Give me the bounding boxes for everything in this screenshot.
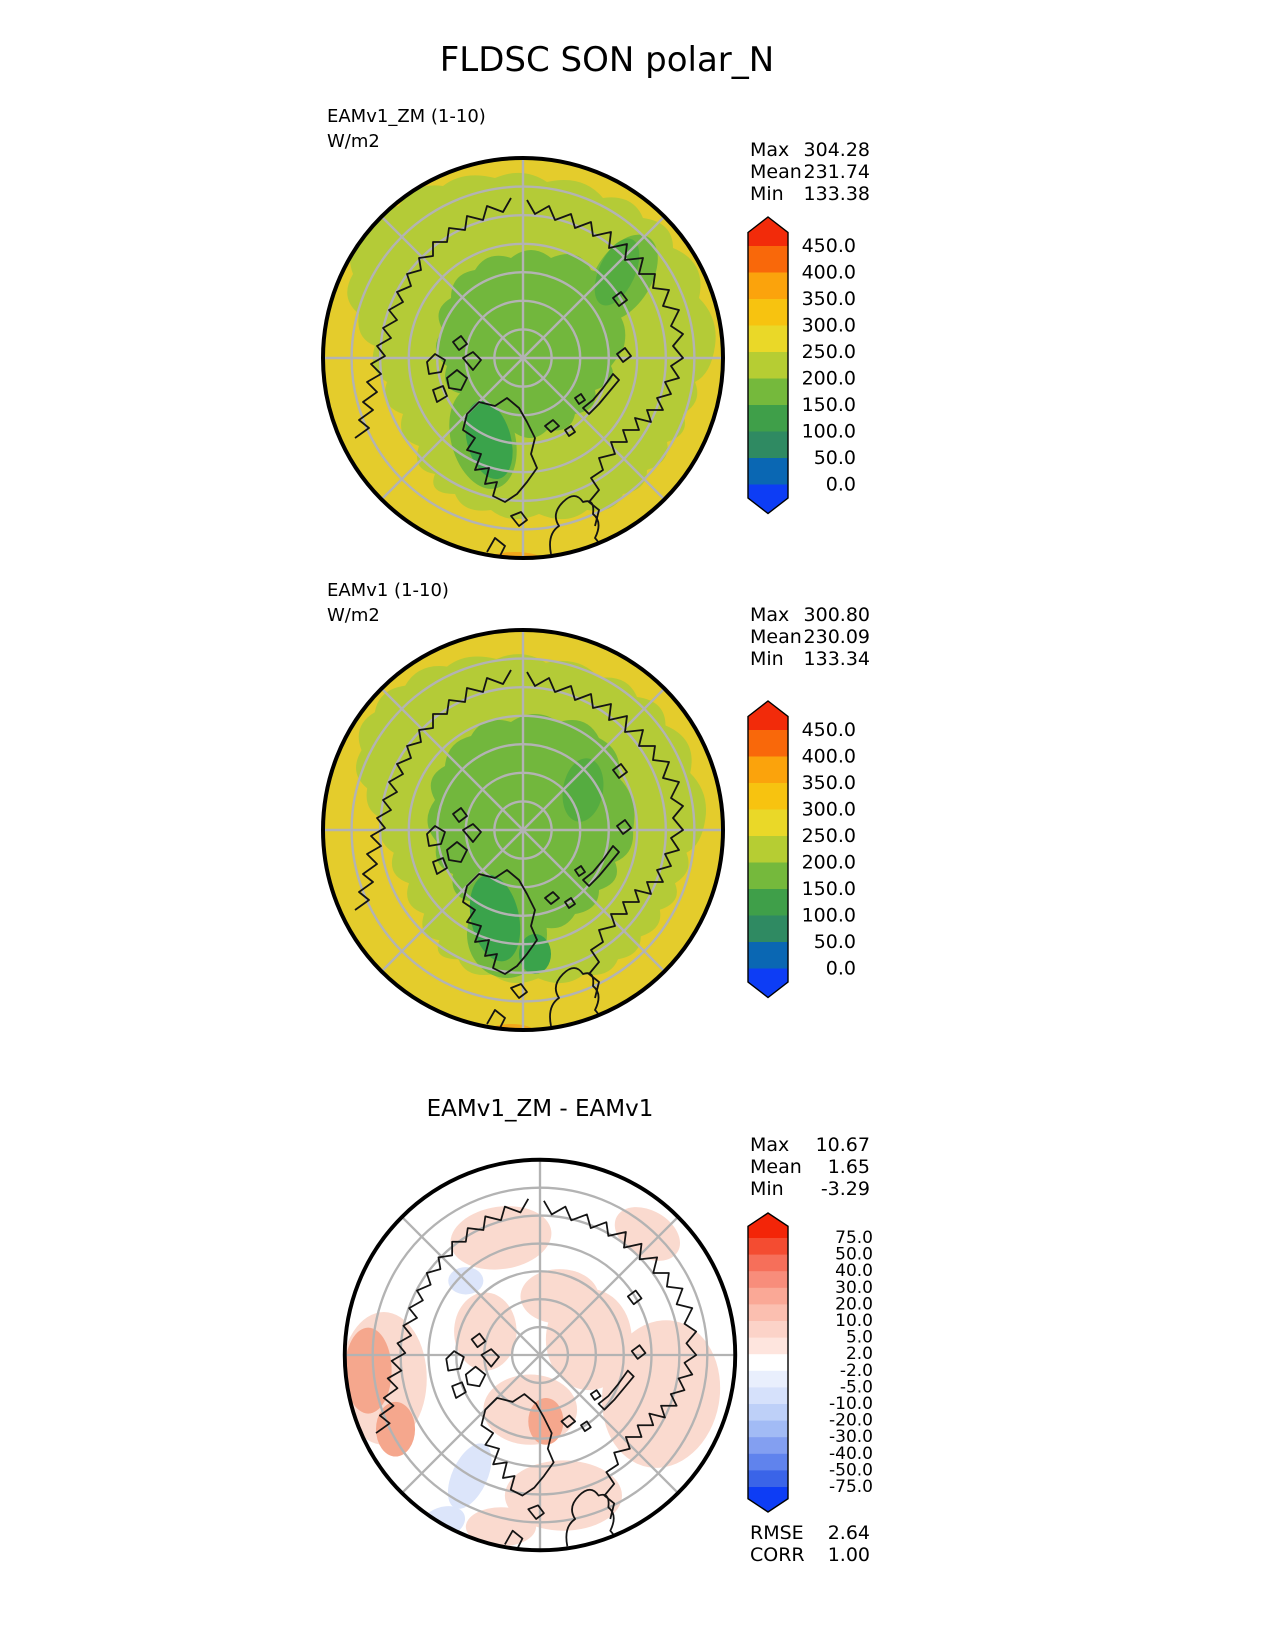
colorbar-band — [748, 1421, 788, 1438]
stat-min-value: 133.38 — [803, 183, 870, 205]
colorbar-band — [748, 1387, 788, 1404]
map-eamv1-zm — [313, 148, 733, 568]
colorbar-band — [748, 1238, 788, 1255]
colorbar-tick-label: -2.0 — [839, 1360, 873, 1381]
stat-min-label: Min — [750, 1178, 784, 1200]
metric-rmse-label: RMSE — [750, 1522, 804, 1544]
colorbar-band — [748, 273, 788, 300]
colorbar-tick-label: 2.0 — [845, 1344, 873, 1365]
stat-min — [750, 183, 870, 205]
stat-max-value: 10.67 — [815, 1134, 870, 1156]
colorbar-tick-label: 20.0 — [835, 1294, 873, 1315]
colorbar-band — [748, 432, 788, 459]
stat-max-label: Max — [750, 139, 790, 161]
colorbar-band — [748, 1255, 788, 1272]
colorbar-tick-label: 5.0 — [845, 1327, 873, 1348]
stat-mean-value: 231.74 — [803, 161, 870, 183]
colorbar-tick-label: 50.0 — [813, 447, 856, 469]
colorbar-extend-bottom — [748, 485, 788, 514]
colorbar-tick-label: 450.0 — [801, 235, 856, 257]
stat-max-value: 304.28 — [803, 139, 870, 161]
colorbar-tick-label: -30.0 — [829, 1427, 873, 1448]
colorbar-band — [748, 1437, 788, 1454]
panel1-units-label: W/m2 — [327, 131, 380, 152]
colorbar-band — [748, 863, 788, 890]
colorbar-band — [748, 458, 788, 485]
colorbar-extend-top — [748, 1213, 788, 1238]
colorbar-tick-label: -40.0 — [829, 1443, 873, 1464]
colorbar-band — [748, 405, 788, 432]
colorbar-tick-label: 150.0 — [801, 394, 856, 416]
colorbar-band — [748, 783, 788, 810]
colorbar-band — [748, 757, 788, 784]
metric-corr — [750, 1544, 870, 1566]
colorbar-tick-label: 250.0 — [801, 825, 856, 847]
stat-mean-value: 230.09 — [803, 626, 870, 648]
stat-min-label: Min — [750, 648, 784, 670]
metric-corr-value: 1.00 — [827, 1544, 870, 1566]
colorbar-extend-top — [748, 217, 788, 246]
colorbar-tick-label: -75.0 — [829, 1477, 873, 1497]
colorbar-tick-label: -50.0 — [829, 1460, 873, 1481]
stat-mean — [750, 161, 870, 183]
colorbar-band — [748, 1454, 788, 1471]
stat-min-value: 133.34 — [803, 648, 870, 670]
colorbar-band — [748, 1288, 788, 1305]
colorbar-band — [748, 730, 788, 757]
colorbar-band — [748, 1470, 788, 1487]
colorbar-extend-bottom — [748, 969, 788, 998]
colorbar-band — [748, 889, 788, 916]
colorbar-band — [748, 916, 788, 943]
colorbar-tick-label: 0.0 — [825, 957, 856, 980]
metric-rmse — [750, 1522, 870, 1544]
colorbar-band — [748, 1371, 788, 1388]
colorbar-tick-label: 300.0 — [801, 798, 856, 821]
colorbar-tick-label: -20.0 — [829, 1410, 873, 1431]
colorbar-tick-label: 100.0 — [801, 420, 856, 443]
panel1-label — [327, 104, 486, 154]
stat-mean-label: Mean — [750, 626, 802, 648]
colorbar-band — [748, 246, 788, 273]
colorbar-tick-label: 350.0 — [801, 288, 856, 310]
colorbar-tick-label: 30.0 — [835, 1277, 873, 1298]
colorbar-eamv1 — [746, 700, 864, 1001]
colorbar-tick-label: 450.0 — [801, 719, 856, 741]
colorbar-tick-label: -10.0 — [829, 1394, 873, 1414]
stat-min-label: Min — [750, 183, 784, 205]
colorbar-band — [748, 836, 788, 863]
colorbar-tick-label: 300.0 — [801, 314, 856, 337]
stat-max — [750, 604, 870, 626]
colorbar-tick-label: 200.0 — [801, 367, 856, 390]
stat-max-value: 300.80 — [803, 604, 870, 626]
panel2-stats — [750, 604, 870, 670]
colorbar-tick-label: 250.0 — [801, 341, 856, 363]
panel3-metrics — [750, 1522, 870, 1566]
stat-max-label: Max — [750, 604, 790, 626]
colorbar-eamv1-zm — [746, 216, 864, 517]
stat-max-label: Max — [750, 1134, 790, 1156]
panel2-variable-label: EAMv1 (1-10) — [327, 580, 449, 601]
stat-min — [750, 648, 870, 670]
colorbar-band — [748, 1338, 788, 1355]
colorbar-band — [748, 1321, 788, 1338]
stat-mean-label: Mean — [750, 1156, 802, 1178]
colorbar-difference — [746, 1212, 881, 1515]
stat-max — [750, 1134, 870, 1156]
stat-mean — [750, 626, 870, 648]
colorbar-tick-label: 350.0 — [801, 772, 856, 794]
colorbar-extend-bottom — [748, 1487, 788, 1512]
colorbar-extend-top — [748, 701, 788, 730]
colorbar-band — [748, 1271, 788, 1288]
panel1-variable-label: EAMv1_ZM (1-10) — [327, 106, 486, 127]
colorbar-band — [748, 1354, 788, 1371]
colorbar-band — [748, 299, 788, 326]
colorbar-band — [748, 810, 788, 837]
stat-mean — [750, 1156, 870, 1178]
colorbar-band — [748, 379, 788, 406]
colorbar-tick-label: -5.0 — [839, 1377, 873, 1398]
metric-rmse-value: 2.64 — [827, 1522, 870, 1544]
colorbar-band — [748, 1404, 788, 1421]
colorbar-tick-label: 100.0 — [801, 904, 856, 927]
colorbar-tick-label: 200.0 — [801, 851, 856, 874]
stat-mean-value: 1.65 — [827, 1156, 870, 1178]
colorbar-band — [748, 942, 788, 969]
colorbar-tick-label: 400.0 — [801, 745, 856, 768]
figure-title: FLDSC SON polar_N — [439, 40, 775, 80]
panel1-stats — [750, 139, 870, 205]
colorbar-tick-label: 50.0 — [813, 931, 856, 953]
panel3-stats — [750, 1134, 870, 1200]
colorbar-tick-label: 150.0 — [801, 878, 856, 900]
panel3-title: EAMv1_ZM - EAMv1 — [426, 1096, 654, 1122]
colorbar-tick-label: 40.0 — [835, 1261, 873, 1282]
colorbar-tick-label: 75.0 — [835, 1228, 873, 1248]
map-difference — [335, 1150, 745, 1560]
metric-corr-label: CORR — [750, 1544, 805, 1566]
stat-max — [750, 139, 870, 161]
colorbar-band — [748, 326, 788, 353]
stat-mean-label: Mean — [750, 161, 802, 183]
colorbar-tick-label: 400.0 — [801, 261, 856, 284]
colorbar-band — [748, 1304, 788, 1321]
colorbar-tick-label: 50.0 — [835, 1244, 873, 1265]
colorbar-tick-label: 0.0 — [825, 473, 856, 496]
stat-min — [750, 1178, 870, 1200]
map-eamv1 — [313, 620, 733, 1040]
colorbar-band — [748, 352, 788, 379]
stat-min-value: -3.29 — [820, 1178, 870, 1200]
panel2-units-label: W/m2 — [327, 605, 380, 626]
colorbar-tick-label: 10.0 — [835, 1311, 873, 1331]
